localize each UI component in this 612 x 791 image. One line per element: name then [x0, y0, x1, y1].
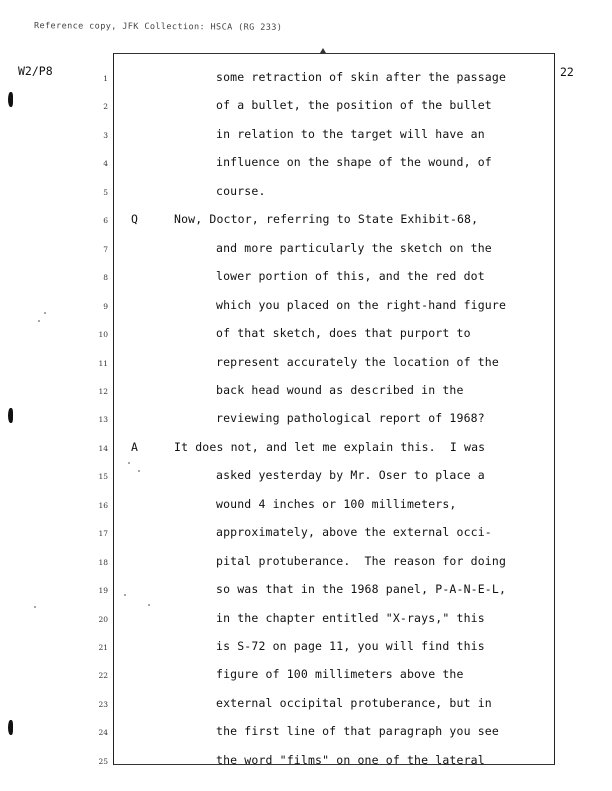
scan-speck: [44, 312, 46, 314]
page-number: 22: [560, 65, 574, 79]
transcript-line-text: in the chapter entitled "X-rays," this: [216, 610, 485, 625]
scan-speck: [34, 606, 36, 608]
transcript-line-text: wound 4 inches or 100 millimeters,: [216, 496, 457, 511]
transcript-line-text: and more particularly the sketch on the: [216, 240, 492, 255]
line-number: 21: [98, 643, 108, 652]
transcript-line-text: It does not, and let me explain this. I was: [174, 439, 486, 454]
line-number: 4: [103, 159, 108, 169]
line-number: 6: [103, 216, 108, 226]
scan-speck: [128, 462, 130, 464]
line-number: 14: [98, 443, 108, 453]
line-number: 25: [98, 756, 108, 766]
line-number: 3: [103, 130, 108, 140]
transcript-line-text: in relation to the target will have an: [216, 126, 485, 141]
transcript-line-text: so was that in the 1968 panel, P-A-N-E-L,: [216, 582, 507, 597]
line-number: 13: [98, 415, 108, 425]
transcript-line-text: asked yesterday by Mr. Oser to place a: [216, 468, 485, 483]
transcript-line-text: of that sketch, does that purport to: [216, 326, 471, 341]
line-number: 22: [98, 671, 108, 681]
transcript-line-text: figure of 100 millimeters above the: [216, 667, 464, 682]
transcript-line-text: is S-72 on page 11, you will find this: [216, 639, 485, 653]
reference-header: Reference copy, JFK Collection: HSCA (RG 233): [33, 21, 283, 33]
transcript-line-text: pital protuberance. The reason for doing: [216, 553, 507, 568]
transcript-line-text: approximately, above the external occi-: [216, 525, 492, 540]
line-number: 17: [98, 529, 108, 539]
line-number: 19: [98, 586, 108, 596]
scan-speck: [148, 604, 150, 606]
transcript-line-text: reviewing pathological report of 1968?: [216, 411, 485, 426]
transcript-line-text: back head wound as described in the: [216, 382, 464, 397]
page-id: W2/P8: [18, 64, 53, 78]
transcript-line-text: the first line of that paragraph you see: [216, 724, 499, 739]
transcript-line-text: influence on the shape of the wound, of: [216, 155, 492, 170]
scan-speck: [138, 470, 140, 472]
scan-speck: [124, 594, 126, 596]
transcript-line-text: course.: [216, 183, 266, 198]
transcript-line-text: which you placed on the right-hand figure: [216, 297, 507, 312]
answer-marker: A: [131, 439, 138, 454]
line-number: 18: [98, 557, 108, 567]
transcript-line-text: external occipital protuberance, but in: [216, 695, 492, 710]
punch-hole-mark: [8, 92, 13, 107]
line-number: 10: [98, 330, 108, 340]
line-number: 1: [103, 74, 108, 83]
line-number: 2: [103, 102, 108, 112]
line-number: 8: [103, 273, 108, 283]
line-number: 7: [103, 244, 108, 254]
question-marker: Q: [131, 212, 138, 227]
transcript-line-text: the word "films" on one of the lateral: [216, 752, 485, 767]
line-number: 11: [98, 358, 108, 368]
line-number: 23: [98, 699, 108, 709]
line-number: 15: [98, 472, 108, 482]
line-number: 9: [103, 301, 108, 311]
frame-tick-mark: [320, 48, 326, 53]
line-number: 5: [103, 187, 108, 197]
scan-speck: [38, 320, 40, 322]
transcript-line-text: Now, Doctor, referring to State Exhibit-68,: [174, 212, 479, 227]
transcript-line-text: of a bullet, the position of the bullet: [216, 98, 492, 113]
line-number: 12: [98, 386, 108, 396]
transcript-line-text: lower portion of this, and the red dot: [216, 269, 485, 284]
punch-hole-mark: [8, 408, 13, 423]
transcript-line-text: represent accurately the location of the: [216, 354, 499, 369]
line-number: 24: [98, 728, 108, 738]
transcript-line-text: some retraction of skin after the passage: [216, 70, 507, 84]
line-number: 20: [98, 614, 108, 624]
line-number: 16: [98, 500, 108, 510]
punch-hole-mark: [8, 720, 13, 735]
